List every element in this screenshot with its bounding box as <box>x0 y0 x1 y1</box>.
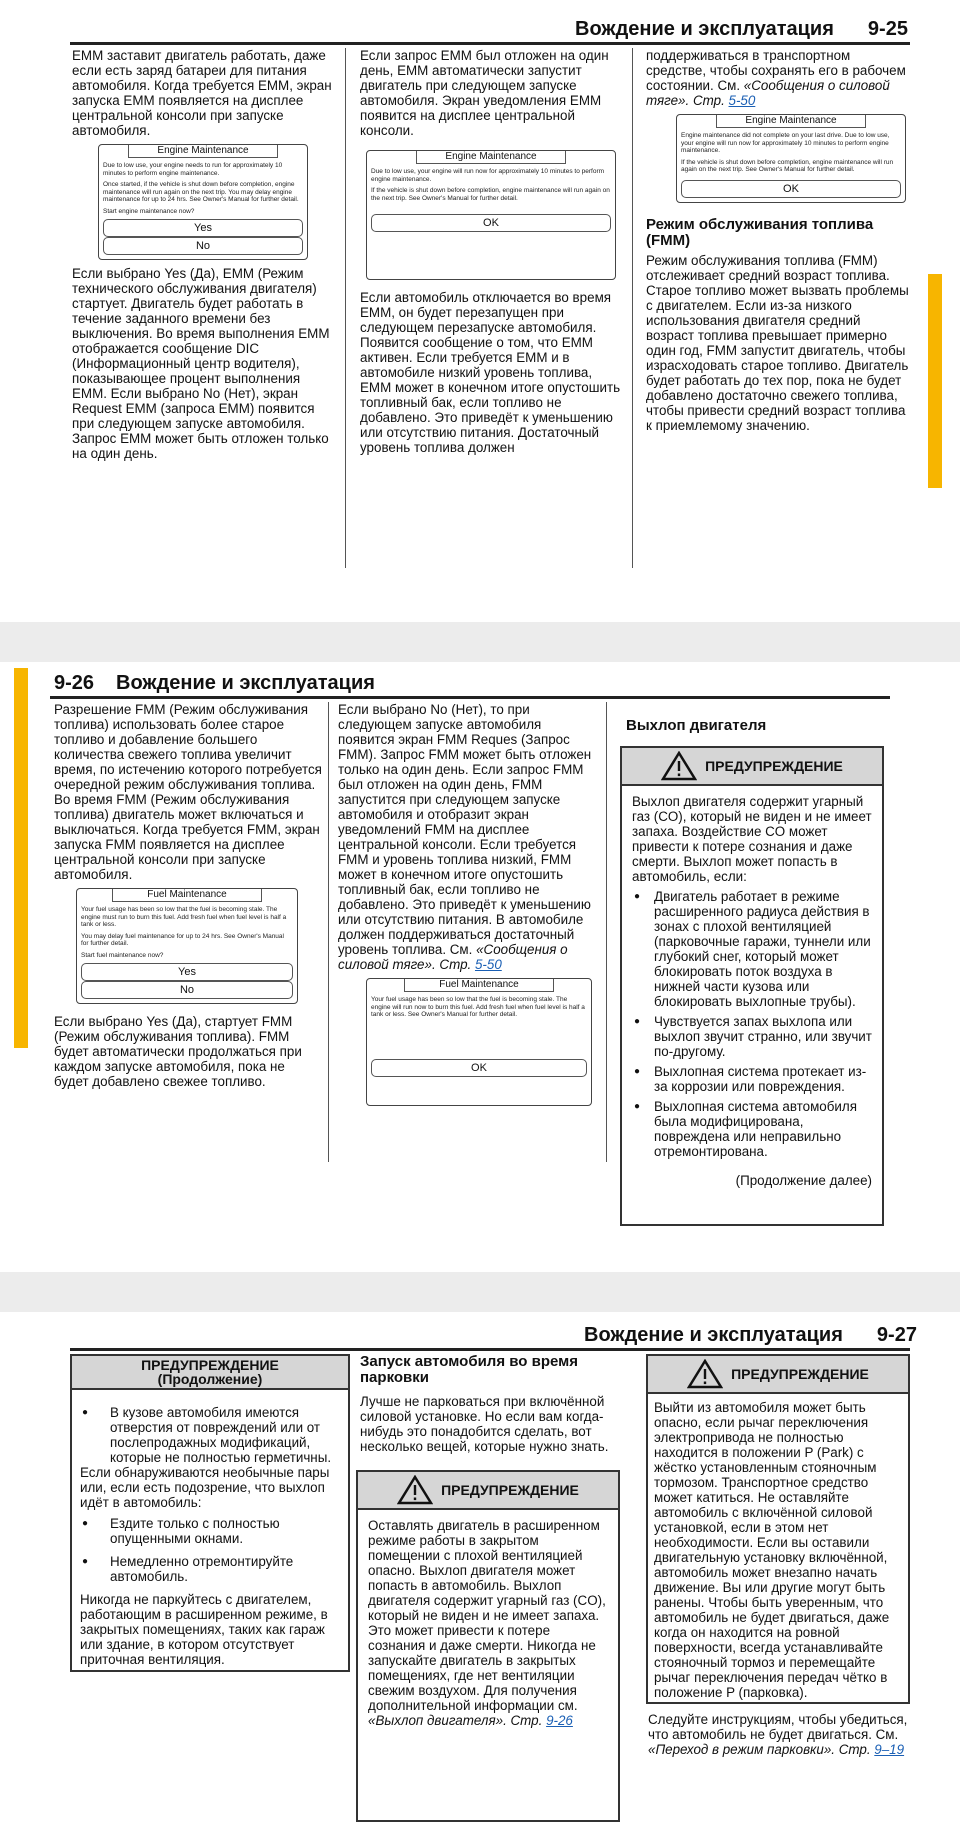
screen-text: Due to low use, your engine needs to run for approximately 10 minutes to perform engine maintenance. <box>103 162 283 177</box>
list-item: ● В кузове автомобиля имеются отверстия от повреждений или от послепродажных модификаций, которые не полностью герметичны. <box>80 1405 340 1465</box>
screen-text: Once started, if the vehicle is shut down before completion, engine maintenance will run again on the next trip. You may delay engine maintenance for up to 24 hrs. See Owner's Manual for further detail. <box>103 181 299 203</box>
warning-header <box>358 1472 618 1510</box>
warning-body <box>648 1394 908 1706</box>
paragraph-text: поддерживаться в транспортном средстве, чтобы сохранять его в рабочем состоянии. См. <box>646 48 906 93</box>
ok-button[interactable]: OK <box>371 1059 587 1077</box>
column-divider <box>606 702 607 1162</box>
warning-header <box>648 1356 908 1394</box>
page-number: 9-25 <box>867 18 908 40</box>
page-header-title: Вождение и эксплуатация <box>584 1324 843 1346</box>
paragraph <box>648 1712 910 1757</box>
page-header-title: Вождение и эксплуатация <box>116 672 375 694</box>
paragraph: Разрешение FMM (Режим обслуживания топлива) использовать более старое топливо и добавление большего количества свежего топлива увеличит время, по истечению которого потребуется очередной режим обслуживания топлива. Во время FMM (Режим обслуживания топлива) двигатель может включаться и выключаться. Когда требуется FMM, экран запуска FMM появляется на дисплее центральной консоли при запуске автомобиля. <box>54 702 322 882</box>
page-number: 9-27 <box>876 1324 917 1346</box>
page-gap <box>0 1272 960 1312</box>
page-header <box>575 18 908 41</box>
screen-text: Start fuel maintenance now? <box>81 951 164 959</box>
page-link[interactable]: 5-50 <box>728 93 756 108</box>
warning-header <box>72 1356 348 1390</box>
paragraph-text: Следуйте инструкциям, чтобы убедиться, что автомобиль не будет двигаться. См. <box>648 1712 908 1742</box>
screen-title: Engine Maintenance <box>716 115 866 128</box>
list-item: ● Ездите только с полностью опущенными окнами. <box>80 1516 340 1546</box>
page-header-title: Вождение и эксплуатация <box>575 18 834 40</box>
warning-text: Выйти из автомобиля может быть опасно, если рычаг переключения электропривода не полностью находится в положении P (Park) с жёстко установленным стояночным тормозом. Транспортное средство может катиться. Не оставляйте автомобиль с включённой силовой установкой, если в этом нет необходимости. Если вы оставили двигательную установку включённой, автомобиль может внезапно начать движение. Вы или другие могут быть ранены. Чтобы быть уверенным, что автомобиль не будет двигаться, даже когда он находится на ровной поверхности, всегда устанавливайте стояночный тормоз и перемещайте рычаг переключения передач чётко в положение P (парковка). <box>654 1400 890 1700</box>
screen-text: Engine maintenance did not complete on your last drive. Due to low use, your engine will run now for approximately 10 minutes to perform engine maintenance. <box>681 132 890 154</box>
engine-maintenance-screen <box>366 150 616 280</box>
column-1 <box>54 702 322 1089</box>
warning-text: Выхлоп двигателя содержит угарный газ (CO), который не виден и не имеет запаха. Воздействие CO может привести к потере сознания и даже смерти. Выхлоп может попасть в автомобиль, если: <box>632 794 872 884</box>
column-divider <box>632 48 633 568</box>
manual-page-9-26 <box>0 662 960 1272</box>
warning-list <box>632 889 872 1159</box>
warning-header <box>622 748 882 786</box>
page-header <box>54 672 375 695</box>
page-link[interactable]: 9-26 <box>546 1713 573 1728</box>
warning-body <box>72 1390 348 1677</box>
engine-maintenance-screen <box>676 114 906 203</box>
paragraph: Режим обслуживания топлива (FMM) отслеживает средний возраст топлива. Старое топливо может вызвать проблемы с двигателем. Если из-за низкого использования двигателя средний возраст топлива превышает примерно один год, FMM запустит двигатель, чтобы израсходовать старое топливо. Двигатель будет работать до тех пор, пока не будет добавлено достаточно свежего топлива, чтобы привести средний возраст топлива к приемлемому значению. <box>646 252 909 433</box>
warning-title: ПРЕДУПРЕЖДЕНИЕ <box>705 758 843 774</box>
column-divider <box>328 702 329 1162</box>
header-rule <box>70 1348 910 1351</box>
column-2 <box>360 48 622 455</box>
warning-box <box>646 1354 910 1704</box>
paragraph: Если запрос EMM был отложен на один день, EMM автоматически запустит двигатель при следующем запуске автомобиля. Экран уведомления EMM появится на дисплее центральной консоли. <box>360 48 609 138</box>
warning-text: Никогда не паркуйтесь с двигателем, работающим в расширенном режиме, в закрытых помещениях, таких как гараж или здание, в котором отсутствует приточная вентиляция. <box>80 1592 328 1667</box>
warning-box <box>70 1354 350 1672</box>
fuel-maintenance-screen <box>76 888 298 1004</box>
screen-text: You may delay fuel maintenance for up to 24 hrs. See Owner's Manual for further detail. <box>81 932 284 947</box>
list-item: ● Чувствуется запах выхлопа или выхлоп звучит странно, или звучит по-другому. <box>632 1014 872 1059</box>
header-rule <box>50 696 890 699</box>
paragraph: Если автомобиль отключается во время EMM, он будет перезапущен при следующем перезапуске автомобиля. Появится сообщение о том, что EMM активен. Если требуется EMM и в автомобиле низкий уровень топлива, EMM может в конечном итоге опустошить топливный бак, если топливо не добавлено. Это приведёт к уменьшению или отсутствию питания. Достаточный уровень топлива должен <box>360 290 621 455</box>
header-rule <box>70 42 910 45</box>
section-heading: Режим обслуживания топлива (FMM) <box>646 215 874 249</box>
page-gap <box>0 622 960 662</box>
column-3 <box>646 48 910 433</box>
cross-reference: «Сообщения о силовой тяге». Стр. <box>338 942 568 972</box>
section-heading: Запуск автомобиля во время парковки <box>360 1353 578 1386</box>
cross-reference: «Переход в режим парковки». Стр. <box>648 1742 875 1757</box>
warning-list <box>80 1516 340 1584</box>
warning-text <box>368 1518 608 1728</box>
section-heading: Выхлоп двигателя <box>626 717 767 734</box>
paragraph <box>646 48 910 108</box>
screen-title: Engine Maintenance <box>416 151 566 164</box>
list-item: ● Двигатель работает в режиме расширенного радиуса действия в зонах с плохой вентиляцией (парковочные гаражи, туннели или глубокий снег, который может блокировать поток воздуха в нижней части кузова или блокировать выхлопные трубы). <box>632 889 872 1009</box>
screen-title: Fuel Maintenance <box>404 979 554 992</box>
column-3 <box>626 718 886 734</box>
screen-text: Due to low use, your engine will run now for approximately 10 minutes to perform engine maintenance. <box>371 168 605 183</box>
list-item: ● Немедленно отремонтируйте автомобиль. <box>80 1554 340 1584</box>
screen-text: Start engine maintenance now? <box>103 207 195 215</box>
warning-body <box>358 1510 618 1736</box>
paragraph: Лучше не парковаться при включённой силовой установке. Но если вам когда-нибудь это понадобится сделать, вот несколько вещей, которые нужно знать. <box>360 1394 609 1454</box>
screen-text: Your fuel usage has been so low that the fuel is becoming stale. The engine must run to burn this fuel. Add fresh fuel when fuel level is half a tank or less. <box>81 906 287 928</box>
warning-triangle-icon <box>687 1359 723 1389</box>
yes-button[interactable]: Yes <box>103 219 303 237</box>
manual-page-9-27 <box>0 1312 960 1840</box>
screen-text: If the vehicle is shut down before completion, engine maintenance will run again on the next trip. See Owner's Manual for further detail. <box>681 158 894 173</box>
warning-triangle-icon <box>661 751 697 781</box>
screen-text: If the vehicle is shut down before completion, engine maintenance will run again on the next trip. See Owner's Manual for further detail. <box>371 187 610 202</box>
paragraph: Если выбрано Yes (Да), EMM (Режим технического обслуживания двигателя) стартует. Двигатель будет работать в течение заданного времени без выключения. Во время выполнения EMM отображается сообщение DIC (Информационный центр водителя), показывающее процент выполнения EMM. Если выбрано No (Нет), экран Request EMM (запроса EMM) появится при следующем запуске автомобиля. Запрос EMM может быть отложен только на один день. <box>72 266 330 461</box>
screen-title: Fuel Maintenance <box>112 889 262 902</box>
warning-body <box>622 786 882 1196</box>
yes-button[interactable]: Yes <box>81 963 293 981</box>
column-2 <box>360 1354 610 1454</box>
warning-box <box>620 746 884 1226</box>
warning-title: ПРЕДУПРЕЖДЕНИЕ <box>441 1482 579 1498</box>
section-tab-marker <box>14 668 28 1048</box>
warning-subtitle: (Продолжение) <box>157 1371 263 1387</box>
screen-title: Engine Maintenance <box>128 145 278 158</box>
paragraph-text: Если выбрано No (Нет), то при следующем запуске автомобиля появится экран FMM Reques (Запрос FMM). Запрос FMM может быть отложен только на один день. Если запрос FMM был отложен на один день, FMM запустится при следующем запуске автомобиля и отобразит экран уведомлений FMM на дисплее центральной консоли. Если требуется FMM и уровень топлива низкий, FMM может в конечном итоге опустошить топливный бак, если топливо не добавлено. Это приведёт к уменьшению или отсутствию питания. В автомобиле должен поддерживаться достаточный уровень топлива. См. <box>338 702 592 957</box>
no-button[interactable]: No <box>103 237 303 255</box>
engine-maintenance-screen <box>98 144 308 260</box>
warning-title: ПРЕДУПРЕЖДЕНИЕ <box>731 1366 869 1382</box>
column-divider <box>345 48 346 568</box>
paragraph: EMM заставит двигатель работать, даже если есть заряд батареи для питания автомобиля. Когда требуется EMM, экран запуска EMM появляется на дисплее центральной консоли при запуске автомобиля. <box>72 48 332 138</box>
page-header <box>584 1324 917 1347</box>
list-item: ● Выхлопная система протекает из-за коррозии или повреждения. <box>632 1064 872 1094</box>
fuel-maintenance-screen <box>366 978 592 1106</box>
page-link[interactable]: 5-50 <box>474 957 502 972</box>
warning-text: Если обнаруживаются необычные пары или, если есть подозрение, что выхлоп идёт в автомобиль: <box>80 1465 330 1510</box>
page-link[interactable]: 9–19 <box>874 1742 905 1757</box>
cross-reference: «Сообщения о силовой тяге». Стр. <box>646 78 890 108</box>
warning-box <box>356 1470 620 1822</box>
paragraph: Если выбрано Yes (Да), стартует FMM (Режим обслуживания топлива). FMM будет автоматически продолжаться при каждом запуске автомобиля, пока не будет добавлено свежее топливо. <box>54 1014 302 1089</box>
column-3 <box>648 1712 910 1757</box>
continued-note: (Продолжение далее) <box>735 1173 872 1188</box>
manual-page-9-25 <box>0 0 960 622</box>
cross-reference: «Выхлоп двигателя». Стр. <box>368 1713 547 1728</box>
warning-text-body: Оставлять двигатель в расширенном режиме работы в закрытом помещении с плохой вентиляцией опасно. Выхлоп двигателя может попасть в автомобиль. Выхлоп двигателя содержит угарный газ (CO), который не виден и не имеет запаха. Это может привести к потере сознания и даже смерти. Никогда не запускайте двигатель в закрытых помещениях, где нет вентиляции свежим воздухом. Для получения дополнительной информации см. <box>368 1518 606 1713</box>
column-1 <box>72 48 332 461</box>
section-tab-marker <box>928 274 942 488</box>
list-item: ● Выхлопная система автомобиля была модифицирована, повреждена или неправильно отремонтирована. <box>632 1099 872 1159</box>
screen-text: Your fuel usage has been so low that the fuel is becoming stale. The engine will run now to burn this fuel. Add fresh fuel when fuel level is half a tank or less. See Owner's Manual for further detail. <box>371 996 585 1018</box>
column-2 <box>338 702 596 1112</box>
page-number: 9-26 <box>54 672 95 694</box>
warning-title: ПРЕДУПРЕЖДЕНИЕ <box>141 1357 279 1373</box>
warning-list <box>80 1405 340 1465</box>
ok-button[interactable]: OK <box>681 180 901 198</box>
paragraph <box>338 702 596 972</box>
no-button[interactable]: No <box>81 981 293 999</box>
warning-triangle-icon <box>397 1475 433 1505</box>
ok-button[interactable]: OK <box>371 214 611 232</box>
